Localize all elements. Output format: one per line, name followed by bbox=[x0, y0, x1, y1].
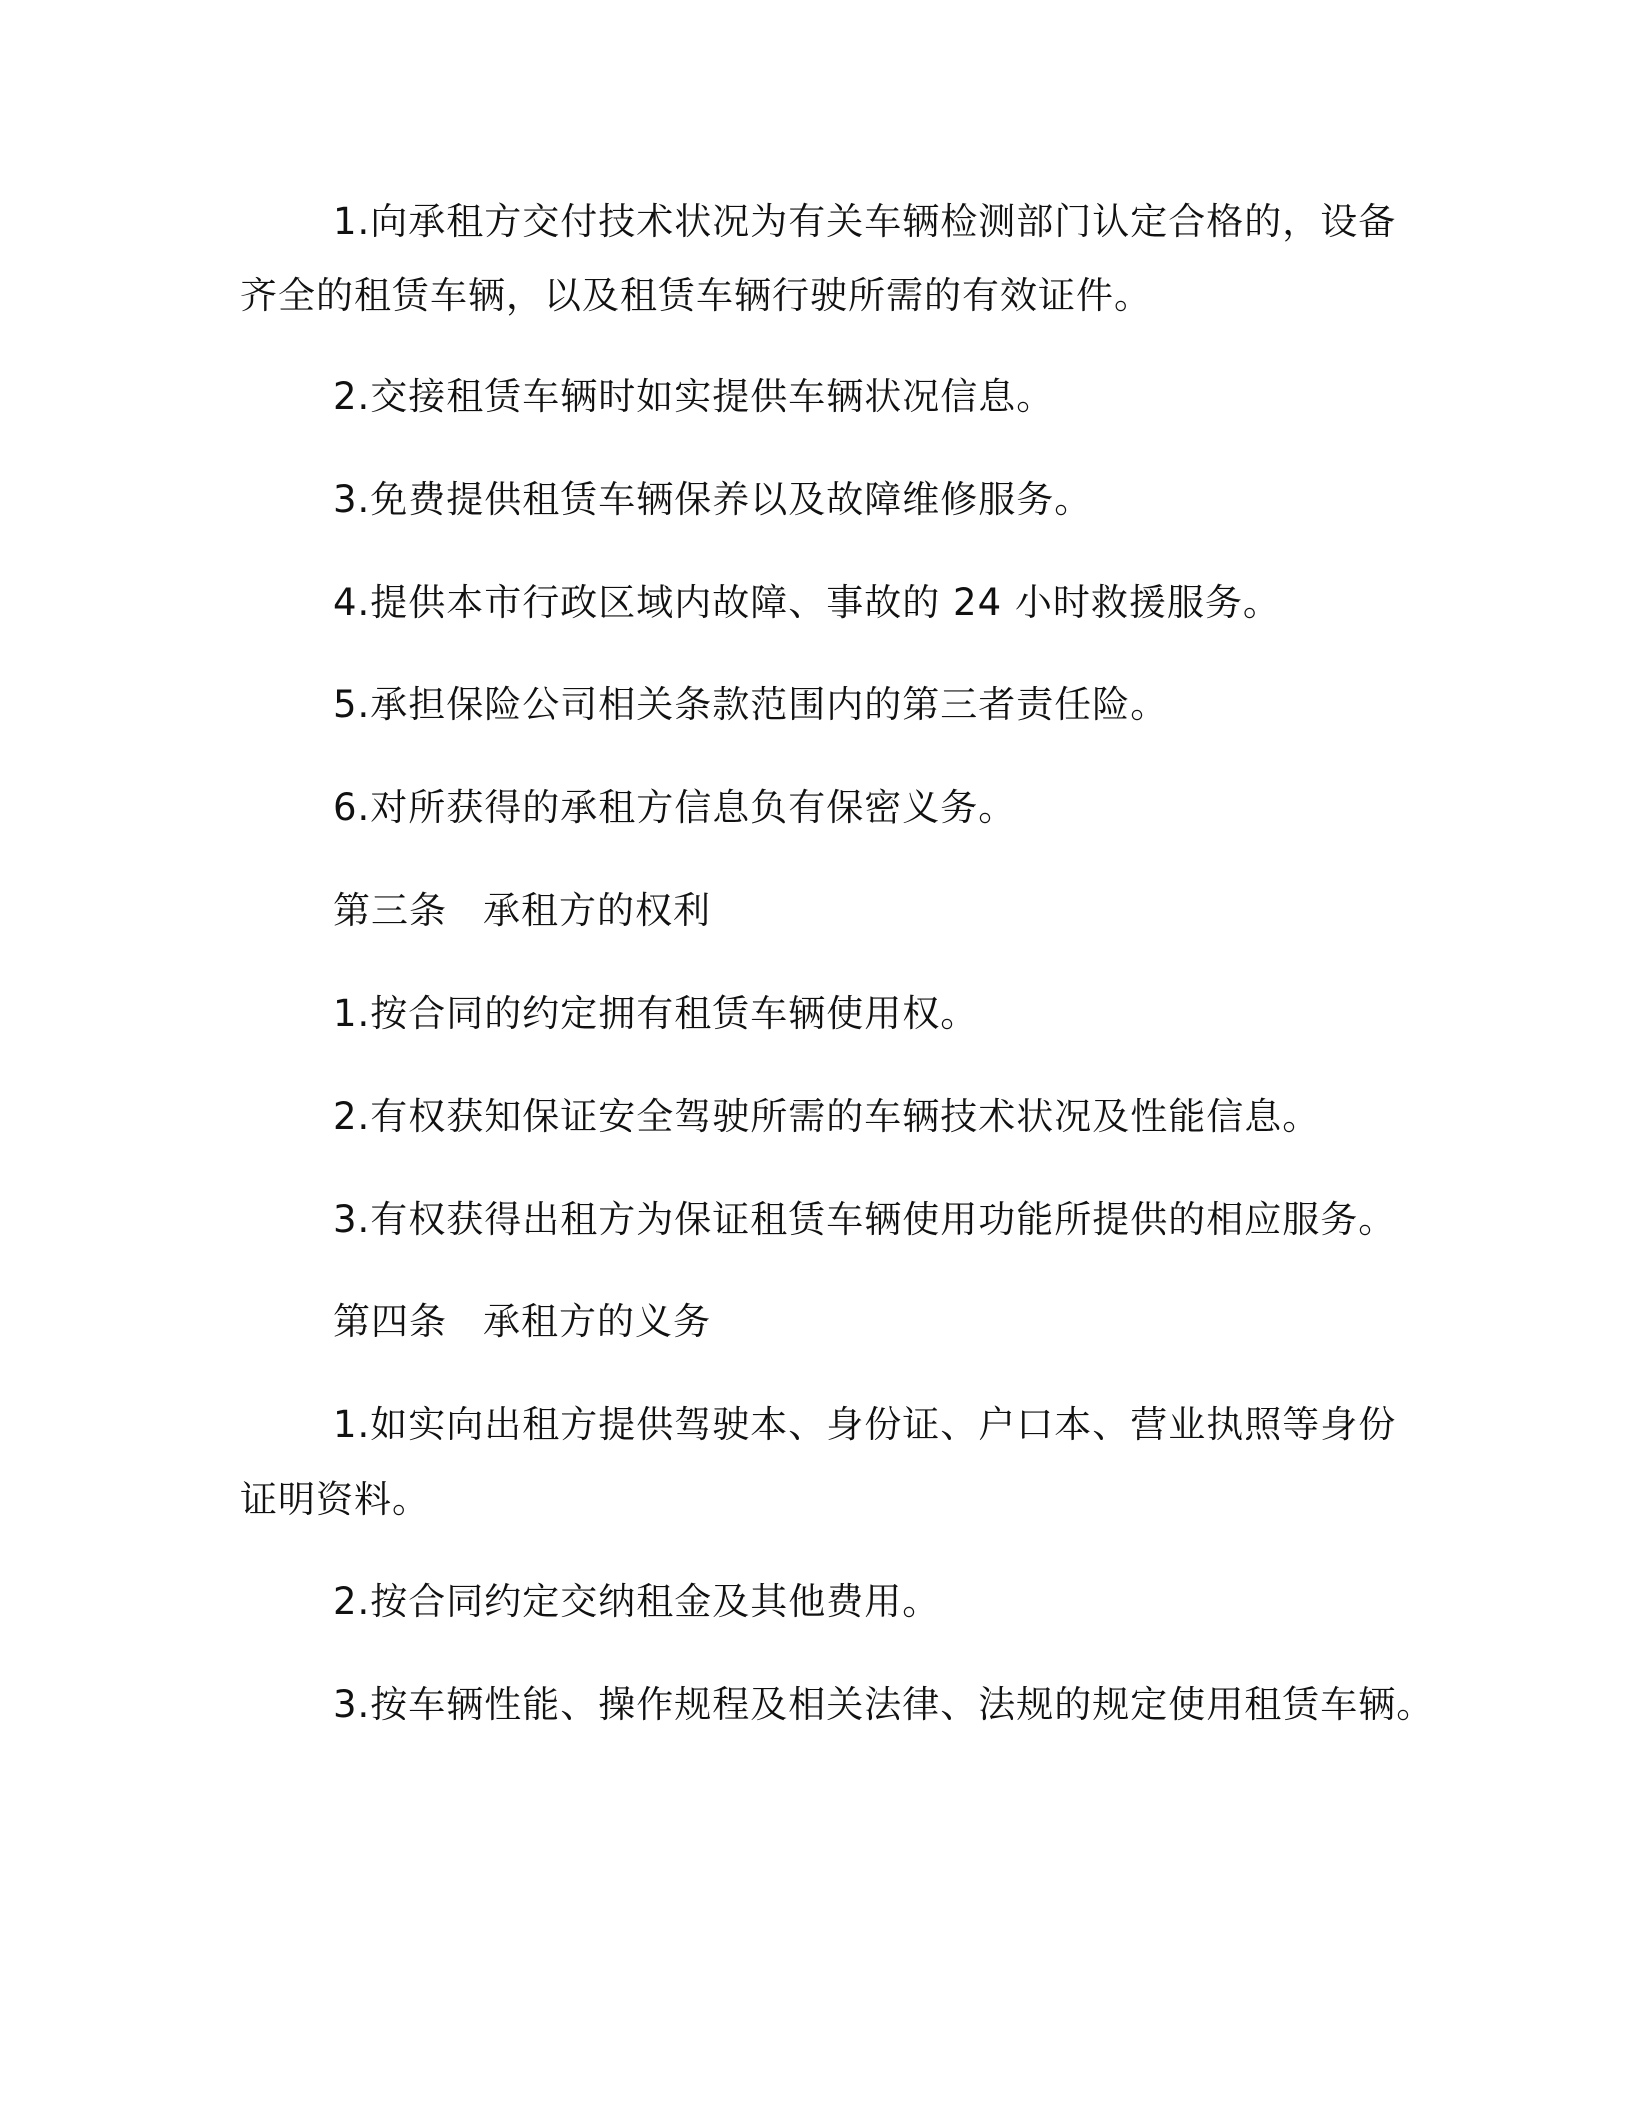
lessor-obligation-3: 3.免费提供租赁车辆保养以及故障维修服务。 bbox=[333, 478, 1093, 521]
article-3-number: 第三条 bbox=[333, 889, 447, 932]
lessor-obligation-4: 4.提供本市行政区域内故障、事故的 24 小时救援服务。 bbox=[333, 581, 1281, 624]
article-3-heading bbox=[333, 887, 711, 935]
article-4-item-1-line-2: 证明资料。 bbox=[240, 1478, 430, 1521]
article-4-item-1-line-1: 1.如实向出租方提供驾驶本、身份证、户口本、营业执照等身份 bbox=[333, 1403, 1397, 1446]
article-4-number: 第四条 bbox=[333, 1300, 447, 1343]
article-3-title: 承租方的权利 bbox=[483, 889, 711, 932]
lessor-obligation-6: 6.对所获得的承租方信息负有保密义务。 bbox=[333, 786, 1017, 829]
article-4-title: 承租方的义务 bbox=[483, 1300, 711, 1343]
article-3-item-2: 2.有权获知保证安全驾驶所需的车辆技术状况及性能信息。 bbox=[333, 1095, 1321, 1138]
article-3-item-3: 3.有权获得出租方为保证租赁车辆使用功能所提供的相应服务。 bbox=[333, 1198, 1397, 1241]
article-4-item-2: 2.按合同约定交纳租金及其他费用。 bbox=[333, 1580, 941, 1623]
article-3-item-1: 1.按合同的约定拥有租赁车辆使用权。 bbox=[333, 992, 979, 1035]
lessor-obligation-5: 5.承担保险公司相关条款范围内的第三者责任险。 bbox=[333, 683, 1169, 726]
lessor-obligation-1-line-2: 齐全的租赁车辆，以及租赁车辆行驶所需的有效证件。 bbox=[240, 274, 1152, 317]
article-4-heading bbox=[333, 1298, 711, 1346]
lessor-obligation-2: 2.交接租赁车辆时如实提供车辆状况信息。 bbox=[333, 375, 1055, 418]
article-4-item-3: 3.按车辆性能、操作规程及相关法律、法规的规定使用租赁车辆。 bbox=[333, 1683, 1435, 1726]
lessor-obligation-1-line-1: 1.向承租方交付技术状况为有关车辆检测部门认定合格的，设备 bbox=[333, 200, 1397, 243]
